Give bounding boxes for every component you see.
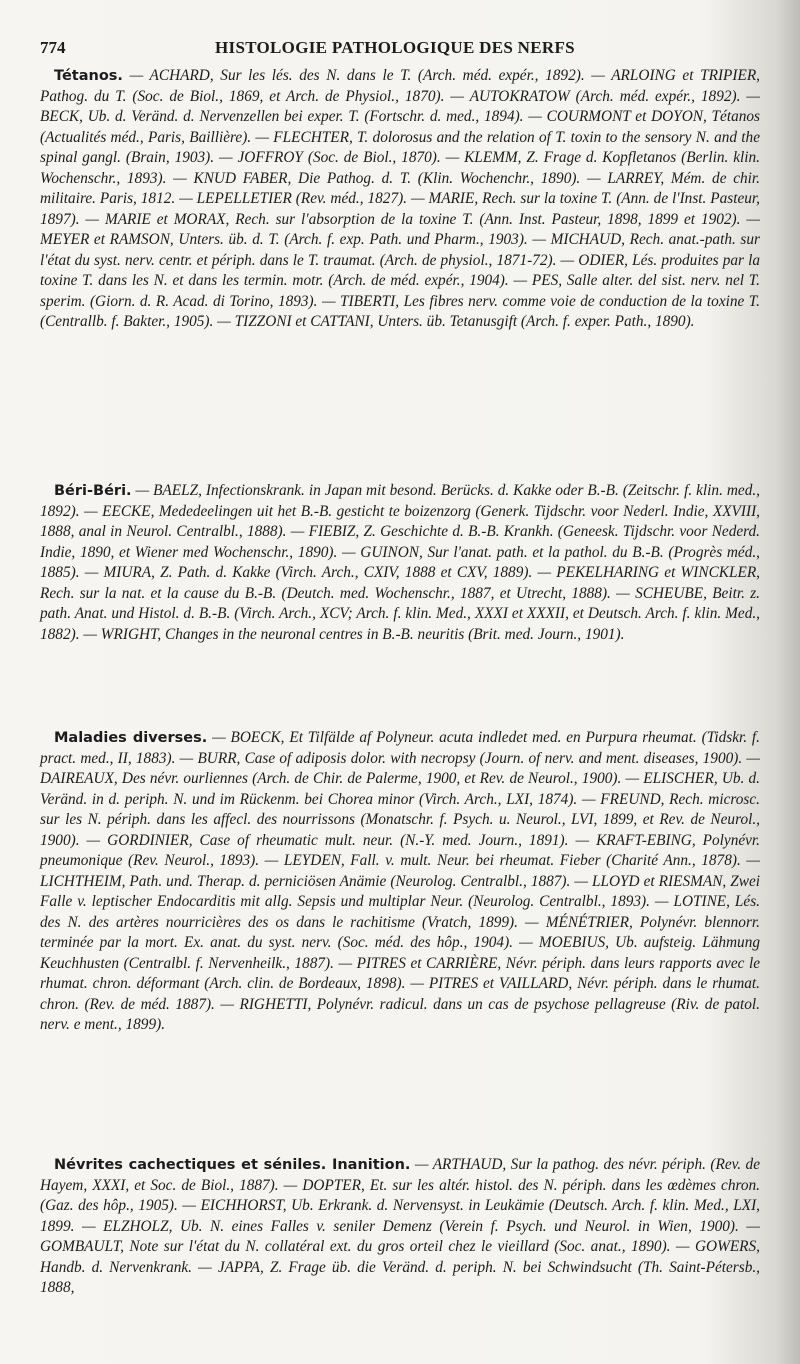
section-heading: Tétanos. (54, 68, 123, 84)
section-tetanos (40, 66, 760, 333)
section-paragraph (40, 66, 760, 333)
section-heading: Maladies diverses. (54, 730, 208, 746)
section-text: — ACHARD, Sur les lés. des N. dans le T. (Arch. méd. expér., 1892). — ARLOING et TRIPIER, Pathog. du T. (Soc. de Biol., 1869, et Arch. de Physiol., 1870). — AUTOKRATOW (Arch. méd. expér., 1892). — BECK, Ub. d. Veränd. d. Nervenzellen bei exper. T. (Fortschr. d. med., 1894). — COURMONT et DOYON, Tétanos (Actualités méd., Paris, Baillière). — FLECHTER, T. dolorosus and the relation of T. toxin to the sensory N. and the spinal gangl. (Brain, 1903). — JOFFROY (Soc. de Biol., 1870). — KLEMM, Z. Frage d. Kopfletanos (Berlin. klin. Wochenschr., 1893). — KNUD FABER, Die Pathog. d. T. (Klin. Wochenchr., 1890). — LARREY, Mém. de chir. militaire. Paris, 1812. — LEPELLETIER (Rev. méd., 1827). — MARIE, Rech. sur la toxine T. (Ann. de l'Inst. Pasteur, 1897). — MARIE et MORAX, Rech. sur l'absorption de la toxine T. (Ann. Inst. Pasteur, 1898, 1899 et 1902). — MEYER et RAMSON, Unters. üb. d. T. (Arch. f. exp. Path. und Pharm., 1903). — MICHAUD, Rech. anat.-path. sur l'état du syst. nerv. centr. et périph. dans le T. traumat. (Arch. de physiol., 1871-72). — ODIER, Lés. produites par la toxine T. dans les N. et dans les termin. motr. (Arch. de méd. expér., 1904). — PES, Salle alter. del sist. nerv. nel T. sperim. (Giorn. d. R. Acad. di Torino, 1893). — TIBERTI, Les fibres nerv. comme voie de conduction de la toxine T. (Centrallb. f. Bakter., 1905). — TIZZONI et CATTANI, Unters. üb. Tetanusgift (Arch. f. exper. Path., 1890). (40, 67, 760, 330)
section-maladies-diverses (40, 728, 760, 1036)
section-text: — ARTHAUD, Sur la pathog. des névr. périph. (Rev. de Hayem, XXXI, et Soc. de Biol., 1887). — DOPTER, Et. sur les altér. histol. des N. périph. dans les œdèmes chron. (Gaz. des hôp., 1905). — EICHHORST, Ub. Erkrank. d. Nervensyst. in Leukämie (Deutsch. Arch. f. klin. Med., LXI, 1899. — ELZHOLZ, Ub. N. eines Falles v. seniler Demenz (Verein f. Psych. und Neurol. in Wien, 1900). — GOMBAULT, Note sur l'état du N. collatéral ext. du gros orteil chez le vieillard (Soc. anat., 1890). — GOWERS, Handb. d. Nervenkrank. — JAPPA, Z. Frage üb. die Veränd. d. periph. N. bei Schwindsucht (Th. Saint-Pétersb., 1888, (40, 1156, 760, 1296)
section-heading: Béri-Béri. (54, 483, 132, 499)
section-beri-beri (40, 481, 760, 645)
section-text: — BOECK, Et Tilfälde af Polyneur. acuta indledet med. en Purpura rheumat. (Tidskr. f. pract. med., II, 1883). — BURR, Case of adiposis dolor. with necropsy (Journ. of nerv. and ment. diseases, 1900). — DAIREAUX, Des névr. ourliennes (Arch. de Chir. de Palerme, 1900, et Rev. de Neurol., 1900). — ELISCHER, Ub. d. Veränd. in d. periph. N. und im Rückenm. bei Chorea minor (Virch. Arch., LXI, 1874). — FREUND, Rech. microsc. sur les N. périph. dans les affecl. des nourrissons (Monatschr. f. Psych. u. Neurol., LVI, 1899, et Rev. de Neurol., 1900). — GORDINIER, Case of rheumatic mult. neur. (N.-Y. med. Journ., 1891). — KRAFT-EBING, Polynévr. pneumonique (Rev. Neurol., 1893). — LEYDEN, Fall. v. mult. Neur. bei rheumat. Fieber (Charité Ann., 1878). — LICHTHEIM, Path. und. Therap. d. perniciösen Anämie (Neurolog. Centralbl., 1887). — LLOYD et RIESMAN, Zwei Falle v. leptischer Endocarditis mit allg. Sepsis und multiplar Neur. (Neurolog. Centralbl., 1893). — LOTINE, Lés. des N. des artères nourricières des os dans le rachitisme (Vratch, 1899). — MÉNÉTRIER, Polynévr. blennorr. terminée par la mort. Ex. anat. du syst. nerv. (Soc. méd. des hôp., 1904). — MOEBIUS, Ub. aufsteig. Lähmung Keuchhusten (Centralbl. f. Nervenheilk., 1887). — PITRES et CARRIÈRE, Névr. périph. dans leurs rapports avec le rhumat. chron. déformant (Arch. clin. de Bordeaux, 1898). — PITRES et VAILLARD, Névr. périph. dans le rhumat. chron. (Rev. de méd. 1887). — RIGHETTI, Polynévr. radicul. dans un cas de psychose pellagreuse (Riv. de patol. nerv. e ment., 1899). (40, 729, 760, 1033)
running-head: HISTOLOGIE PATHOLOGIQUE DES NERFS (215, 38, 575, 57)
page-number: 774 (40, 38, 66, 57)
section-paragraph (40, 728, 760, 1036)
section-nevrites-cachectiques (40, 1155, 760, 1299)
section-heading: Névrites cachectiques et séniles. Inanition. (54, 1157, 411, 1173)
section-paragraph (40, 1155, 760, 1299)
section-paragraph (40, 481, 760, 645)
section-text: — BAELZ, Infectionskrank. in Japan mit besond. Berücks. d. Kakke oder B.-B. (Zeitschr. f. klin. med., 1892). — EECKE, Mededeelingen uit het B.-B. gesticht te boizenzorg (Generk. Tijdschr. voor Nederl. Indie, XXVIII, 1888, anal in Neurol. Centralbl., 1888). — FIEBIZ, Z. Geschichte d. B.-B. Krankh. (Geneesk. Tijdschr. voor Nederd. Indie, 1890, et Wiener med Wochenschr., 1890). — GUINON, Sur l'anat. path. et la pathol. du B.-B. (Progrès méd., 1885). — MIURA, Z. Path. d. Kakke (Virch. Arch., CXIV, 1888 et CXV, 1889). — PEKELHARING et WINCKLER, Rech. sur la nat. et la cause du B.-B. (Deutch. med. Wochenschr., 1887, et Utrecht, 1888). — SCHEUBE, Beitr. z. path. Anat. und Histol. d. B.-B. (Virch. Arch., XCV; Arch. f. klin. Med., XXXI et XXXII, et Deutsch. Arch. f. klin. Med., 1882). — WRIGHT, Changes in the neuronal centres in B.-B. neuritis (Brit. med. Journ., 1901). (40, 482, 760, 643)
